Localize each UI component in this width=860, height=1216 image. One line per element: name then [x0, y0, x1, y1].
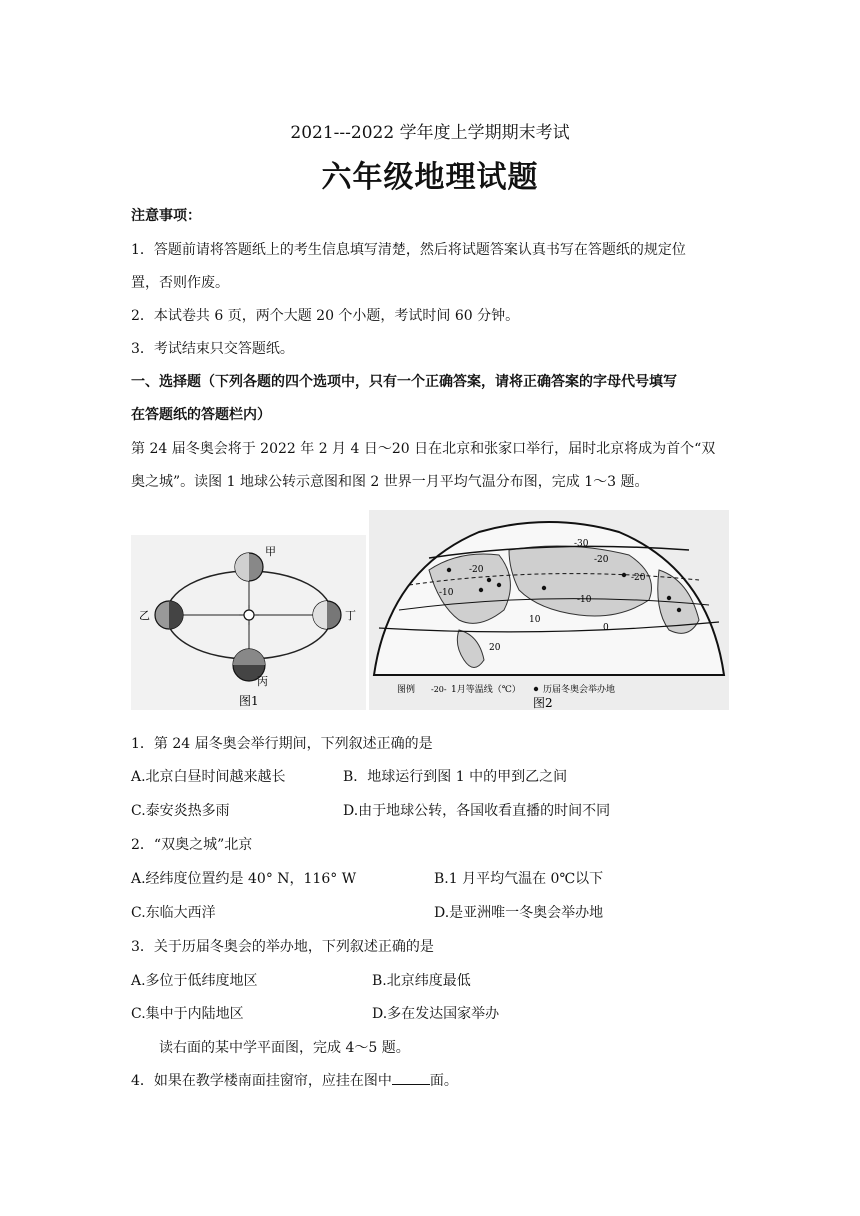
isotherm-label: -20 [631, 573, 646, 583]
isotherm-label: -10 [439, 588, 454, 598]
figure-2-caption: 图2 [533, 696, 553, 710]
legend-isotherm-sample: -20- [431, 685, 447, 694]
isotherm-label: -20 [469, 565, 484, 575]
figure-1-caption: 图1 [239, 694, 259, 708]
q4-answer-blank [392, 1072, 430, 1085]
isotherm-label: -30 [574, 539, 589, 549]
intro-text-cont: 奥之城”。读图 1 地球公转示意图和图 2 世界一月平均气温分布图，完成 1～3 题。 [131, 474, 649, 490]
q3-option-a: A.多位于低纬度地区 [131, 973, 258, 989]
earth-yi-icon [155, 601, 183, 629]
figure-1-earth-orbit [131, 535, 366, 710]
q1-stem: 1．第 24 届冬奥会举行期间，下列叙述正确的是 [131, 736, 433, 752]
q1-option-b: B．地球运行到图 1 中的甲到乙之间 [343, 769, 568, 785]
note-item-3: 3．考试结束只交答题纸。 [131, 341, 294, 357]
note-item-2: 2．本试卷共 6 页，两个大题 20 个小题，考试时间 60 分钟。 [131, 308, 520, 324]
q1-option-d: D.由于地球公转，各国收看直播的时间不同 [343, 803, 611, 819]
q2-option-d: D.是亚洲唯一冬奥会举办地 [434, 905, 604, 921]
q2-stem: 2．“双奥之城”北京 [131, 837, 253, 853]
q3-option-c: C.集中于内陆地区 [131, 1006, 244, 1022]
legend-dot-icon [534, 687, 538, 691]
isotherm-label: 20 [489, 643, 501, 653]
label-ding: 丁 [345, 609, 356, 622]
note-item-1: 1．答题前请将答题纸上的考生信息填写清楚，然后将试题答案认真书写在答题纸的规定位 [131, 242, 686, 258]
exam-subtitle: 2021---2022 学年度上学期期末考试 [290, 123, 570, 143]
isotherm-label: 0 [603, 623, 609, 633]
q4-stem-text: 4．如果在教学楼南面挂窗帘，应挂在图中 [131, 1073, 392, 1089]
section-heading: 一、选择题（下列各题的四个选项中，只有一个正确答案，请将正确答案的字母代号填写 [131, 374, 677, 390]
q4-stem [131, 1070, 458, 1090]
q45-intro: 读右面的某中学平面图，完成 4～5 题。 [159, 1040, 410, 1056]
q2-option-a: A.经纬度位置约是 40° N，116° W [131, 871, 357, 887]
label-jia: 甲 [265, 545, 276, 558]
label-bing: 丙 [257, 675, 268, 688]
figure-2-world-map [369, 510, 729, 710]
legend-label: 图例 [397, 685, 416, 695]
earth-ding-icon [313, 601, 341, 629]
q3-option-b: B.北京纬度最低 [372, 973, 471, 989]
isotherm-label: -10 [577, 595, 592, 605]
earth-jia-icon [235, 553, 263, 581]
note-item-1-cont: 置，否则作废。 [131, 275, 229, 291]
q2-option-b: B.1 月平均气温在 0℃以下 [434, 871, 604, 887]
isotherm-label: 10 [529, 615, 541, 625]
isotherm-label: -20 [594, 555, 609, 565]
legend-isotherm: 1月等温线（℃） [451, 685, 521, 695]
section-heading-cont: 在答题纸的答题栏内） [131, 407, 271, 423]
q2-option-c: C.东临大西洋 [131, 905, 216, 921]
q3-stem: 3．关于历届冬奥会的举办地，下列叙述正确的是 [131, 939, 434, 955]
label-yi: 乙 [139, 609, 150, 622]
q1-option-a: A.北京白昼时间越来越长 [131, 769, 286, 785]
notes-heading: 注意事项： [131, 208, 201, 224]
q3-option-d: D.多在发达国家举办 [372, 1006, 500, 1022]
legend-sites: 历届冬奥会举办地 [543, 685, 616, 695]
intro-text: 第 24 届冬奥会将于 2022 年 2 月 4 日～20 日在北京和张家口举行，届时北京将成为首个“双 [131, 441, 716, 457]
exam-title: 六年级地理试题 [321, 160, 539, 195]
q1-option-c: C.泰安炎热多雨 [131, 803, 230, 819]
q4-stem-end: 面。 [429, 1073, 458, 1089]
